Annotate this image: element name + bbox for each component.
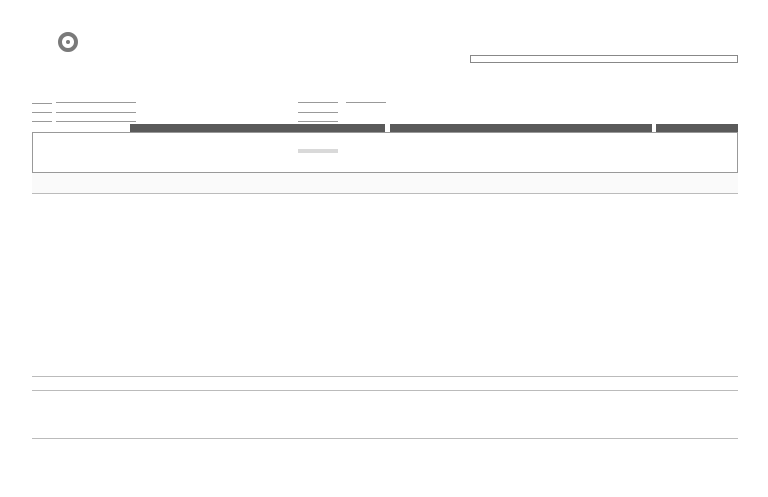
date-value[interactable] — [346, 96, 386, 103]
machine-name-label — [32, 96, 52, 104]
note-row-13 — [32, 393, 738, 439]
sub-resp — [632, 173, 682, 193]
gear-icon — [58, 32, 78, 52]
header-without — [298, 149, 338, 153]
section-rrm — [390, 124, 652, 132]
seq-cell — [32, 393, 54, 438]
sub-task — [56, 173, 142, 193]
sub-hazards — [218, 173, 298, 193]
plant-label — [32, 106, 52, 113]
sub-actions — [482, 173, 592, 193]
machine-version-label — [298, 115, 338, 122]
company-logo — [58, 30, 208, 84]
note-row-12 — [32, 379, 738, 391]
department-value[interactable] — [56, 115, 136, 122]
machine-name-value[interactable] — [56, 96, 136, 103]
sub-steps — [144, 173, 218, 193]
date-label — [298, 96, 338, 103]
section-before — [130, 124, 385, 132]
subheader-row — [32, 172, 738, 194]
sub-current — [298, 173, 338, 193]
team-header — [470, 55, 738, 63]
revision-label — [298, 106, 338, 113]
section-final — [656, 124, 738, 132]
plant-value[interactable] — [56, 106, 136, 113]
department-label — [32, 115, 52, 122]
note-row-11 — [32, 367, 738, 377]
seq-cell — [32, 367, 54, 376]
seq-cell — [32, 379, 54, 390]
sub-seq — [32, 173, 54, 193]
sub-due — [596, 173, 630, 193]
